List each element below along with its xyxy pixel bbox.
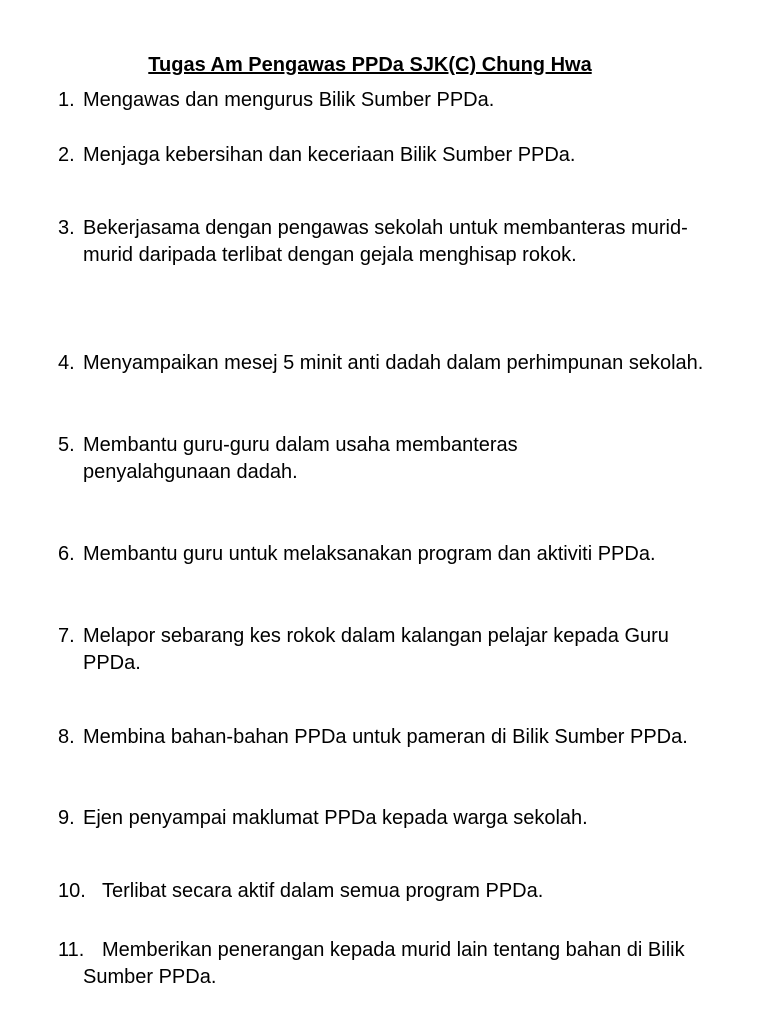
- item-number: 3.: [58, 217, 75, 239]
- item-text: Bekerjasama dengan pengawas sekolah untuk membanteras murid-murid daripada terlibat dengan gejala menghisap rokok.: [83, 217, 688, 266]
- list-item: [58, 937, 723, 991]
- list-item: [58, 215, 723, 269]
- item-text: Menyampaikan mesej 5 minit anti dadah dalam perhimpunan sekolah.: [83, 352, 704, 374]
- list-item: [58, 623, 723, 677]
- item-text: Membantu guru untuk melaksanakan program dan aktiviti PPDa.: [83, 543, 656, 565]
- item-number: 2.: [58, 144, 75, 166]
- item-text: Mengawas dan mengurus Bilik Sumber PPDa.: [83, 89, 495, 111]
- list-item: [58, 142, 738, 169]
- item-number: 5.: [58, 434, 75, 456]
- list-item: [58, 878, 738, 905]
- list-item: [58, 724, 723, 751]
- list-item: [58, 432, 618, 486]
- item-text: Melapor sebarang kes rokok dalam kalangan pelajar kepada Guru PPDa.: [83, 625, 669, 674]
- list-item: [58, 87, 738, 114]
- item-number: 1.: [58, 89, 75, 111]
- item-number: 10.: [58, 880, 86, 902]
- item-text: Membina bahan-bahan PPDa untuk pameran di Bilik Sumber PPDa.: [83, 726, 688, 748]
- document-title: Tugas Am Pengawas PPDa SJK(C) Chung Hwa: [148, 54, 592, 76]
- item-text: Menjaga kebersihan dan keceriaan Bilik Sumber PPDa.: [83, 144, 576, 166]
- item-number: 9.: [58, 807, 75, 829]
- item-text: Membantu guru-guru dalam usaha membanteras penyalahgunaan dadah.: [83, 434, 518, 483]
- item-number: 4.: [58, 352, 75, 374]
- list-item: [58, 541, 698, 568]
- item-number: 11.: [58, 939, 85, 961]
- item-number: 6.: [58, 543, 75, 565]
- item-number: 8.: [58, 726, 75, 748]
- item-text: Ejen penyampai maklumat PPDa kepada warga sekolah.: [83, 807, 588, 829]
- item-number: 7.: [58, 625, 75, 647]
- list-item: [58, 805, 738, 832]
- item-text: Memberikan penerangan kepada murid lain tentang bahan di Bilik Sumber PPDa.: [83, 939, 685, 988]
- list-item: [58, 350, 723, 377]
- item-text: Terlibat secara aktif dalam semua program PPDa.: [102, 880, 544, 902]
